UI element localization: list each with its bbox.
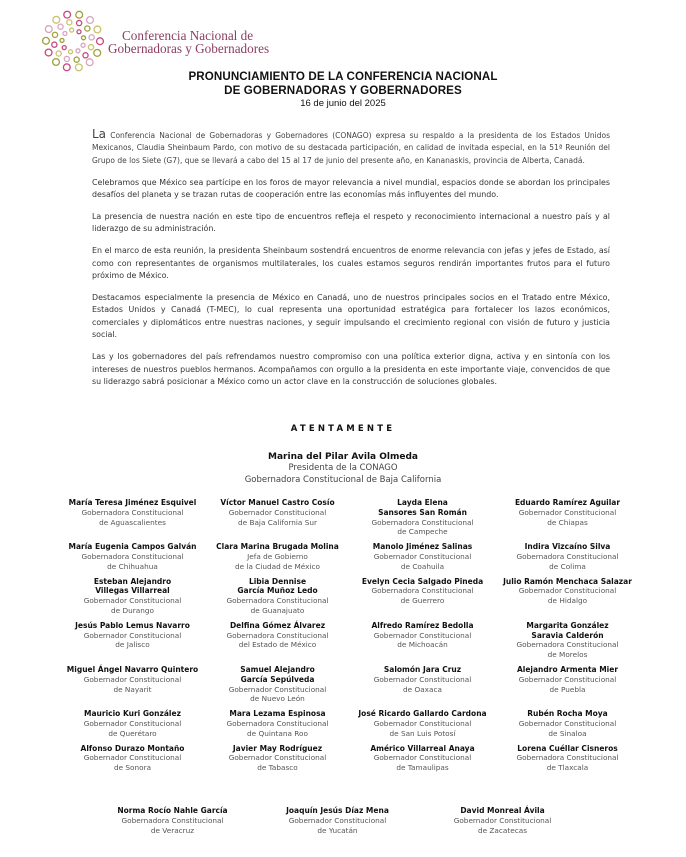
signer-title: Gobernadora Constitucional [516, 640, 619, 650]
signer-title: de Aguascalientes [99, 517, 166, 527]
signer-title: Gobernadora Constitucional [371, 586, 474, 596]
document-body [92, 128, 610, 398]
logo-ring [82, 36, 86, 40]
signer-title: Gobernador Constitucional [373, 630, 472, 640]
signer-block [60, 542, 205, 571]
logo-ring [81, 43, 85, 47]
logo-ring [89, 35, 94, 40]
signer-name: Rubén Rocha Moya [527, 709, 608, 719]
logo-ring [53, 16, 60, 23]
logo-ring [67, 20, 72, 25]
logo-ring [58, 24, 63, 29]
signer-title: de San Luis Potosí [389, 728, 456, 738]
signer-block [255, 806, 420, 835]
logo-ring [52, 32, 57, 37]
org-name-line: Conferencia Nacional de [122, 28, 254, 43]
logo-ring [60, 38, 64, 42]
signer-block [205, 665, 350, 704]
paragraph [92, 128, 610, 167]
president-signature [0, 452, 686, 486]
signer-title: Gobernadora Constitucional [81, 507, 184, 517]
signer-name: José Ricardo Gallardo Cardona [358, 709, 487, 719]
signer-title: de Morelos [547, 650, 588, 660]
signer-title: del Estado de México [238, 640, 317, 650]
signer-block [350, 542, 495, 571]
paragraph: Las y los gobernadores del país refrendamos nuestro compromiso con una política exterior digna, activa y en sintonía con los intereses de nuestros pueblos hermanos. Acompañamos con orgullo a la presidenta en este importante viaje, convencidos de que su liderazgo sabrá posicionar a México como un actor clave en la construcción de soluciones globales. [92, 352, 610, 386]
closing: ATENTAMENTE [290, 424, 396, 434]
logo-ring [45, 26, 52, 33]
logo-ring [74, 57, 79, 62]
signer-title: de Durango [111, 605, 154, 615]
signer-title: de Sonora [113, 763, 152, 773]
title-line: DE GOBERNADORAS Y GOBERNADORES [224, 84, 462, 97]
signer-name: Mara Lezama Espinosa [229, 709, 326, 719]
signer-block [205, 709, 350, 738]
logo-ring [83, 53, 88, 58]
signer-name: Clara Marina Brugada Molina [216, 542, 339, 552]
signer-title: Gobernador Constitucional [228, 753, 327, 763]
signer-name: García Muñoz Ledo [237, 586, 318, 596]
signer-title: de Baja California Sur [238, 517, 317, 527]
signer-block [350, 498, 495, 537]
logo-ring [76, 49, 80, 53]
signer-title: Gobernador Constitucional [518, 674, 617, 684]
signer-block [350, 665, 495, 704]
signer-title: Gobernador Constitucional [83, 674, 182, 684]
signer-block [60, 744, 205, 773]
signer-title: Gobernadora Constitucional [516, 551, 619, 561]
signer-name: Libia Dennise [248, 576, 307, 586]
signer-title: Gobernador Constitucional [373, 753, 472, 763]
signer-name: Manolo Jiménez Salinas [372, 542, 473, 552]
signer-name: García Sepúlveda [240, 674, 315, 684]
signer-name: Samuel Alejandro [240, 664, 315, 674]
signer-name: Layda Elena [397, 498, 448, 507]
signers-last-row [90, 806, 590, 835]
logo-ring [52, 42, 57, 47]
signer-block [205, 744, 350, 773]
signer-name: Lorena Cuéllar Cisneros [517, 743, 618, 753]
signer-title: de Michoacán [397, 640, 448, 650]
signer-title: Gobernadora Constitucional [371, 517, 474, 527]
signer-block [60, 709, 205, 738]
paragraph-lead: La [92, 127, 107, 141]
signer-name: María Eugenia Campos Galván [68, 542, 197, 552]
title-line: PRONUNCIAMIENTO DE LA CONFERENCIA NACIONAL [188, 70, 498, 83]
logo-ring [94, 49, 101, 56]
signer-title: Gobernador Constitucional [83, 753, 182, 763]
signer-title: Gobernador Constitucional [518, 507, 617, 517]
signer-title: Gobernador Constitucional [83, 596, 182, 606]
logo-ring [97, 38, 104, 45]
signer-title: Gobernadora Constitucional [226, 596, 329, 606]
signer-name: Marina del Pilar Avila Olmeda [268, 452, 418, 462]
logo-ring [69, 50, 73, 54]
signer-title: de Yucatán [317, 825, 358, 835]
signer-name: Esteban Alejandro [93, 576, 172, 586]
paragraph: En el marco de esta reunión, la presidenta Sheinbaum sostendrá encuentros de enorme relevancia con jefas y jefes de Estado, así como con representantes de organismos multilaterales, los cuales estamos seguros rendirán importantes frutos para el futuro próximo de México. [92, 246, 610, 281]
logo-ring [64, 11, 71, 18]
signer-block [495, 709, 640, 738]
signer-block [350, 621, 495, 660]
signer-title: Gobernador Constitucional [83, 718, 182, 728]
signer-block [90, 806, 255, 835]
signer-title: Gobernador Constitucional [518, 718, 617, 728]
logo-ring [70, 28, 74, 32]
signer-name: Norma Rocío Nahle García [117, 806, 228, 815]
signer-block [60, 665, 205, 704]
logo-ring [76, 11, 83, 18]
signer-block [60, 621, 205, 660]
signer-title: Gobernador Constitucional [228, 684, 327, 694]
paragraph-text: Conferencia Nacional de Gobernadoras y Gobernadores (CONAGO) expresa su respaldo a la presidenta de los Estados Unidos Mexicanos, Claudia Sheinbaum Pardo, con motivo de su destacada participación, en calidad de invitada especial, en la 51ª Reunión del Grupo de los Siete (G7), que se llevará a cabo del 15 al 17 de junio del presente año, en Kananaskis, provincia de Alberta, Canadá. [92, 131, 610, 165]
logo-ring [43, 37, 50, 44]
signer-block [205, 542, 350, 571]
logo-ring [53, 59, 60, 66]
signer-block [350, 709, 495, 738]
signer-name: Evelyn Cecia Salgado Pineda [361, 576, 484, 586]
logo-ring [62, 46, 66, 50]
organization-name [108, 29, 269, 55]
logo-ring [77, 20, 82, 25]
signer-title: de Jalisco [115, 640, 150, 650]
signer-title: Gobernador Constitucional [518, 586, 617, 596]
signer-title: de Guerrero [400, 596, 445, 606]
document-date: 16 de junio del 2025 [300, 98, 386, 109]
logo-ring [87, 17, 94, 24]
signer-block [420, 806, 585, 835]
signer-title: Gobernador Constitucional [288, 815, 387, 825]
signer-title: Gobernadora Constitucional [121, 815, 224, 825]
signer-title: de Coahuila [400, 561, 445, 571]
logo-ring [85, 26, 90, 31]
signer-name: Javier May Rodríguez [232, 743, 323, 753]
signer-title: Gobernador Constitucional [83, 630, 182, 640]
signer-title: de Hidalgo [547, 596, 588, 606]
signer-name: María Teresa Jiménez Esquivel [68, 498, 197, 507]
signer-name: Eduardo Ramírez Aguilar [514, 498, 621, 507]
signer-name: Salomón Jara Cruz [383, 664, 462, 674]
signer-block [60, 498, 205, 537]
signer-title: de Colima [549, 561, 586, 571]
signer-title: de Tamaulipas [396, 763, 449, 773]
signer-title: de Tlaxcala [546, 763, 589, 773]
paragraph: La presencia de nuestra nación en este tipo de encuentros refleja el respeto y reconocimiento internacional a nuestro país y al liderazgo de su administración. [92, 212, 610, 234]
signer-block [60, 577, 205, 616]
signers-grid [60, 498, 640, 773]
signer-title: Jefa de Gobierno [247, 551, 308, 561]
signer-block [205, 498, 350, 537]
signer-name: Margarita González [526, 620, 609, 630]
signer-title: de Quintana Roo [247, 728, 308, 738]
signer-block [205, 577, 350, 616]
logo-ring [64, 56, 69, 61]
signer-block [495, 665, 640, 704]
logo-ring [88, 45, 93, 50]
signer-name: Villegas Villarreal [95, 586, 170, 596]
signer-title: Gobernadora Constitucional [226, 718, 329, 728]
signer-name: David Monreal Ávila [460, 806, 545, 815]
signer-block [495, 498, 640, 537]
logo-ring [63, 31, 67, 35]
signer-title: de Campeche [397, 527, 448, 537]
signer-name: Miguel Ángel Navarro Quintero [66, 664, 199, 674]
signer-block [495, 744, 640, 773]
signer-title: Gobernadora Constitucional de Baja California [244, 474, 442, 485]
paragraph: Celebramos que México sea partícipe en los foros de mayor relevancia a nivel mundial, espacios donde se abordan los principales desafíos del planeta y se trazan rutas de cooperación entre las economías más influyentes del mundo. [92, 177, 610, 200]
signer-block [205, 621, 350, 660]
signer-title: de Nayarit [113, 684, 152, 694]
signer-title: Gobernador Constitucional [373, 674, 472, 684]
signer-title: de Veracruz [150, 825, 195, 835]
signer-name: Alfredo Ramírez Bedolla [371, 620, 474, 630]
signer-name: Saravia Calderón [531, 630, 604, 640]
signer-name: Alfonso Durazo Montaño [80, 743, 185, 753]
signer-title: de la Ciudad de México [235, 561, 320, 571]
signer-title: de Puebla [549, 684, 586, 694]
signer-name: Sansores San Román [378, 507, 467, 517]
signer-title: de Nuevo León [250, 694, 305, 704]
signer-block [350, 577, 495, 616]
signer-block [350, 744, 495, 773]
signer-title: de Querétaro [108, 728, 157, 738]
signer-name: Víctor Manuel Castro Cosío [220, 498, 335, 507]
logo-ring [45, 49, 52, 56]
signer-title: de Chihuahua [107, 561, 158, 571]
signer-title: Gobernador Constitucional [373, 718, 472, 728]
logo-ring [86, 59, 93, 66]
signer-title: de Guanajuato [250, 605, 305, 615]
conago-logo [42, 10, 104, 72]
signer-title: Gobernador Constitucional [453, 815, 552, 825]
signer-block [495, 542, 640, 571]
signer-role: Presidenta de la CONAGO [288, 463, 398, 474]
signer-name: Mauricio Kuri González [84, 709, 181, 719]
signer-title: Gobernadora Constitucional [81, 551, 184, 561]
logo-ring [94, 26, 101, 33]
signer-name: Américo Villarreal Anaya [370, 743, 475, 753]
org-name-line: Gobernadoras y Gobernadores [108, 41, 270, 56]
signer-name: Julio Ramón Menchaca Salazar [503, 576, 632, 586]
paragraph: Destacamos especialmente la presencia de México en Canadá, uno de nuestros principales socios en el Tratado entre México, Estados Unidos y Canadá (T-MEC), lo cual representa una oportunidad estratégica para fortalecer los lazos económicos, comerciales y diplomáticos entre nuestras naciones, y seguir impulsando el crecimiento regional con visión de futuro y justicia social. [92, 293, 610, 340]
signer-title: de Sinaloa [548, 728, 587, 738]
signer-name: Jesús Pablo Lemus Navarro [75, 620, 190, 630]
signer-title: Gobernadora Constitucional [516, 753, 619, 763]
logo-ring [77, 30, 81, 34]
signer-name: Alejandro Armenta Mier [516, 664, 619, 674]
signer-title: de Chiapas [547, 517, 588, 527]
signer-block [495, 577, 640, 616]
signer-block [495, 621, 640, 660]
signer-title: de Oaxaca [403, 684, 442, 694]
signer-title: Gobernador Constitucional [228, 507, 327, 517]
signer-name: Joaquín Jesús Díaz Mena [286, 806, 389, 815]
signer-title: Gobernador Constitucional [373, 551, 472, 561]
signer-title: de Tabasco [257, 763, 298, 773]
signer-name: Indira Vizcaíno Silva [524, 542, 611, 552]
document-title [0, 70, 686, 110]
signer-title: Gobernadora Constitucional [226, 630, 329, 640]
logo-ring [56, 51, 61, 56]
signer-title: de Zacatecas [477, 825, 528, 835]
signer-name: Delfina Gómez Álvarez [229, 620, 326, 630]
